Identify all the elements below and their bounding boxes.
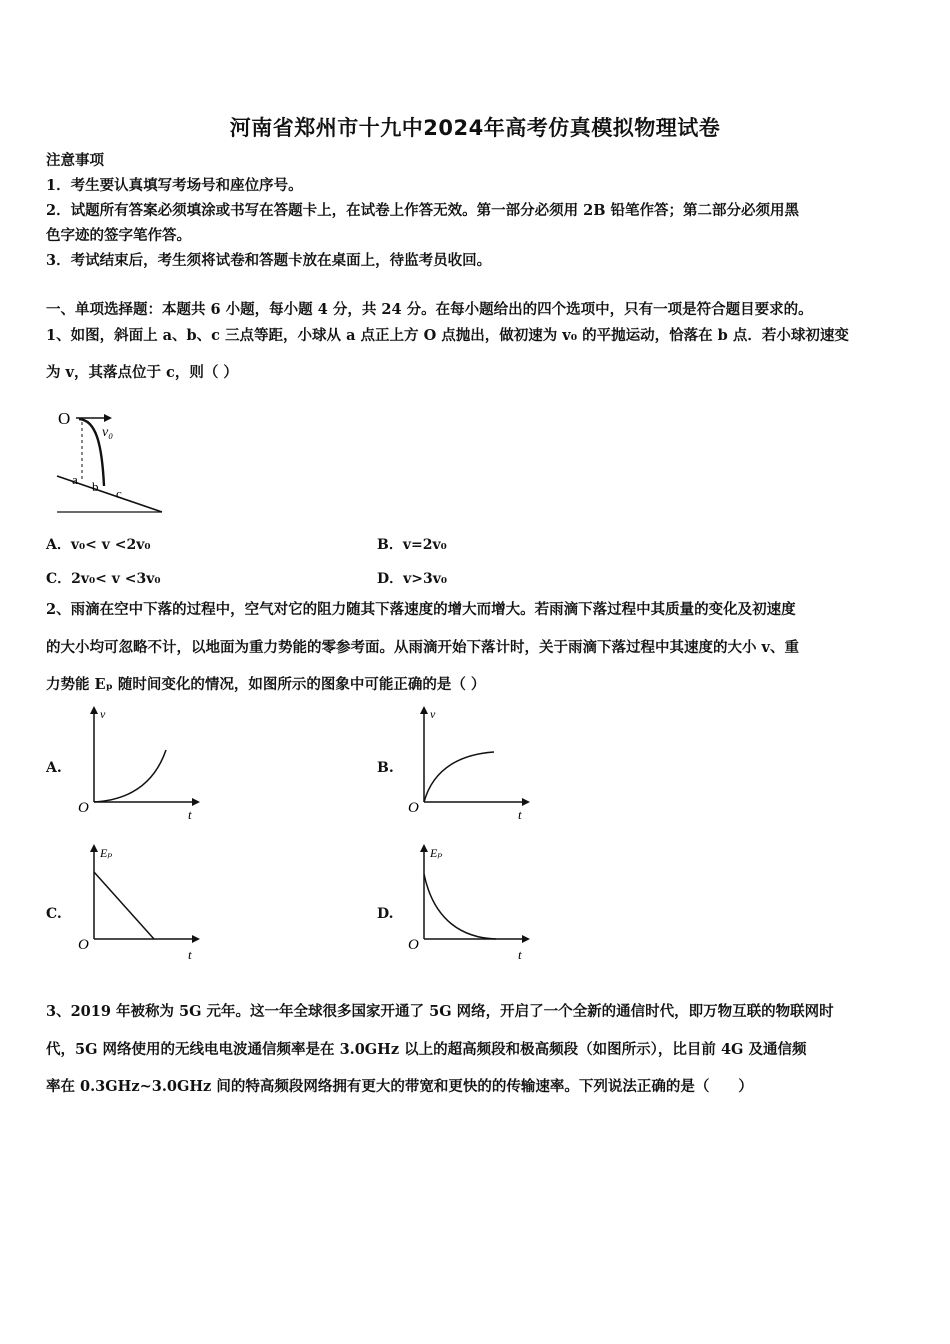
graph-a [74,704,209,822]
graph-a-y-arrow [90,706,98,714]
graph-d-x-arrow [522,935,530,943]
graph-d-x-label: t [518,947,522,962]
notice-heading: 注意事项 [46,152,104,169]
graph-a-y-label: v [100,707,106,721]
page-title: 河南省郑州市十九中2024年高考仿真模拟物理试卷 [229,116,721,140]
q1-arrowhead [104,414,112,422]
q1-point-c: c [116,486,122,501]
q1-origin-label: O [58,409,71,428]
section-heading: 一、单项选择题：本题共 6 小题，每小题 4 分，共 24 分。在每小题给出的四个选项中，只有一项是符合题目要求的。 [46,301,813,318]
graph-c-line [94,872,154,939]
q2-option-a[interactable]: A. [46,760,62,776]
graph-b-origin: O [408,800,419,816]
q1-option-d[interactable]: D．v>3v₀ [377,571,448,587]
q1-option-c[interactable]: C．2v₀< v <3v₀ [46,571,161,587]
q2-option-b[interactable]: B. [377,760,394,776]
q1-line-2: 为 v，其落点位于 c，则（ ） [46,364,238,381]
q2-option-c[interactable]: C. [46,906,62,922]
graph-a-curve [94,750,166,802]
graph-b [404,704,539,822]
q3-line-2: 代，5G 网络使用的无线电电波通信频率是在 3.0GHz 以上的超高频段和极高频段（如图所示），比目前 4G 及通信频 [46,1041,807,1058]
graph-a-origin: O [78,800,89,816]
q3-line-1: 3、2019 年被称为 5G 元年。这一年全球很多国家开通了 5G 网络，开启了一个全新的通信时代，即万物互联的物联网时 [46,1003,834,1020]
graph-d [404,842,539,964]
notice-item-1: 1．考生要认真填写考场号和座位序号。 [46,177,303,194]
graph-a-x-arrow [192,798,200,806]
q2-line-2: 的大小均可忽略不计，以地面为重力势能的零参考面。从雨滴开始下落计时，关于雨滴下落过程中其速度的大小 v、重 [46,639,799,656]
notice-item-2-cont: 色字迹的签字笔作答。 [46,227,191,244]
graph-a-x-label: t [188,807,192,822]
graph-b-curve [424,752,494,802]
graph-c-x-arrow [192,935,200,943]
graph-c-y-label: Eₚ [100,846,113,860]
graph-c [74,842,209,964]
graph-d-y-arrow [420,844,428,852]
graph-b-y-arrow [420,706,428,714]
graph-b-x-arrow [522,798,530,806]
q2-line-3: 力势能 Eₚ 随时间变化的情况，如图所示的图象中可能正确的是（ ） [46,676,486,693]
graph-d-y-label: Eₚ [430,846,443,860]
q3-line-3: 率在 0.3GHz~3.0GHz 间的特高频段网络拥有更大的带宽和更快的的传输速率。下列说法正确的是（ ） [46,1078,753,1095]
q1-figure [52,404,172,516]
graph-d-curve [424,874,496,939]
graph-c-origin: O [78,937,89,953]
q1-option-a[interactable]: A．v₀< v <2v₀ [46,537,151,553]
q1-trajectory [79,419,104,486]
q1-option-b[interactable]: B．v=2v₀ [377,537,447,553]
notice-item-2: 2．试题所有答案必须填涂或书写在答题卡上，在试卷上作答无效。第一部分必须用 2B 铅笔作答；第二部分必须用黑 [46,202,800,219]
graph-d-origin: O [408,937,419,953]
q2-line-1: 2、雨滴在空中下落的过程中，空气对它的阻力随其下落速度的增大而增大。若雨滴下落过程中其质量的变化及初速度 [46,601,796,618]
graph-c-x-label: t [188,947,192,962]
q1-point-b: b [92,479,99,494]
graph-b-y-label: v [430,707,436,721]
q1-line-1: 1、如图，斜面上 a、b、c 三点等距，小球从 a 点正上方 O 点抛出，做初速为 v₀ 的平抛运动，恰落在 b 点．若小球初速变 [46,327,849,344]
graph-b-x-label: t [518,807,522,822]
q1-point-a: a [72,472,78,487]
notice-item-3: 3．考试结束后，考生须将试卷和答题卡放在桌面上，待监考员收回。 [46,252,492,269]
q2-option-d[interactable]: D. [377,906,394,922]
q1-velocity-label: v₀ [102,425,114,440]
graph-c-y-arrow [90,844,98,852]
